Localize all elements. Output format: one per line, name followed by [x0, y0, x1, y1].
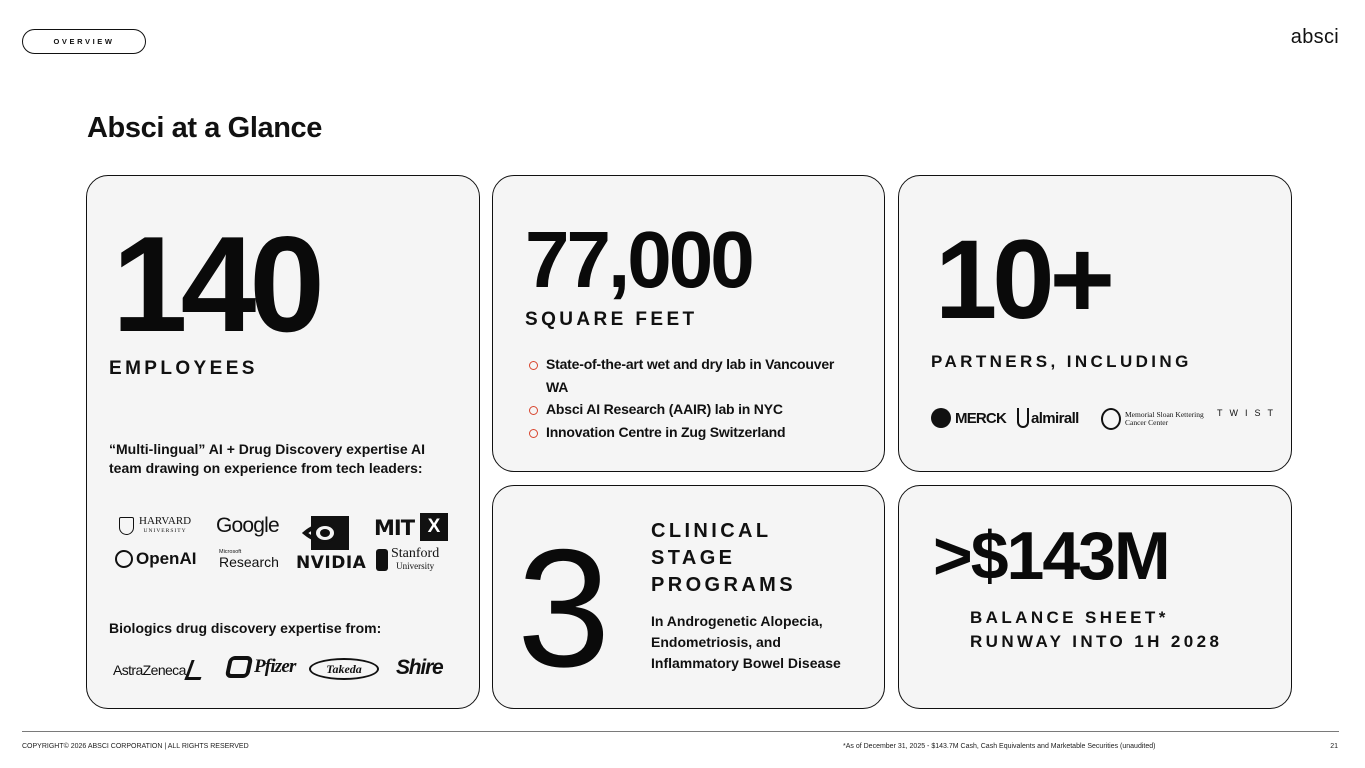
takeda-logo: Takeda	[309, 658, 379, 680]
astrazeneca-name: AstraZeneca	[113, 662, 186, 678]
merck-name: MERCK	[955, 409, 1006, 427]
merck-mark-icon	[931, 408, 951, 428]
footer-copyright: COPYRIGHT© 2026 ABSCI CORPORATION | ALL RIGHTS RESERVED	[22, 743, 249, 750]
page-title: Absci at a Glance	[87, 112, 322, 144]
stanford-tree-icon	[376, 549, 388, 571]
merck-logo	[931, 408, 1006, 428]
msk-mark-icon	[1101, 408, 1121, 430]
facilities-card	[492, 175, 885, 472]
nvidia-eye-icon	[301, 516, 349, 550]
clinical-programs-label: CLINICAL STAGE PROGRAMS	[651, 520, 796, 596]
employees-label: EMPLOYEES	[109, 358, 258, 379]
astrazeneca-mark-icon	[184, 660, 207, 680]
footer-divider	[22, 731, 1339, 732]
almirall-name: almirall	[1031, 409, 1079, 427]
square-feet-label: SQUARE FEET	[525, 309, 698, 330]
nvidia-logo: NVIDIA	[296, 553, 367, 573]
stanford-sub: University	[396, 561, 435, 571]
stanford-name: Stanford	[391, 546, 440, 561]
partners-number: 10+	[935, 217, 1110, 342]
openai-name: OpenAI	[136, 549, 197, 568]
twist-logo: TWIST	[1217, 408, 1280, 418]
pfizer-logo	[227, 656, 296, 678]
balance-label-line2: RUNWAY INTO 1H 2028	[970, 632, 1223, 651]
mit-logo: MIT	[374, 516, 415, 540]
google-logo: Google	[216, 514, 279, 537]
clinical-programs-number: 3	[517, 514, 611, 702]
list-item: Innovation Centre in Zug Switzerland	[529, 421, 859, 444]
tech-expertise-text: “Multi-lingual” AI + Drug Discovery expertise AI team drawing on experience from tech leaders:	[109, 441, 425, 476]
partners-card	[898, 175, 1292, 472]
harvard-name: HARVARD	[139, 515, 192, 527]
page-number: 21	[1330, 743, 1338, 750]
footer-footnote: *As of December 31, 2025 - $143.7M Cash, Cash Equivalents and Marketable Securities (unaudited)	[843, 743, 1156, 750]
employees-number: 140	[112, 208, 318, 360]
clinical-card	[492, 485, 885, 709]
msk-line2: Cancer Center	[1125, 418, 1169, 427]
pfizer-name: Pfizer	[254, 656, 296, 677]
msk-line1: Memorial Sloan Kettering	[1125, 410, 1204, 419]
balance-label-line1: BALANCE SHEET*	[970, 608, 1169, 627]
microsoft-research-logo	[219, 549, 279, 568]
almirall-mark-icon	[1017, 408, 1029, 428]
partners-label: PARTNERS, INCLUDING	[931, 352, 1192, 371]
harvard-sub: UNIVERSITY	[143, 528, 187, 534]
square-feet-number: 77,000	[525, 215, 752, 304]
clinical-programs-description: In Androgenetic Alopecia, Endometriosis, and Inflammatory Bowel Disease	[651, 613, 841, 671]
astrazeneca-logo	[113, 660, 204, 680]
absci-logo: absci	[1290, 26, 1339, 48]
msk-logo	[1101, 408, 1204, 430]
biologics-expertise-text: Biologics drug discovery expertise from:	[109, 620, 382, 636]
openai-logo	[115, 549, 196, 569]
employees-card	[86, 175, 480, 709]
almirall-logo	[1017, 408, 1079, 428]
section-tag: OVERVIEW	[22, 29, 146, 54]
microsoft-name: Microsoft	[219, 549, 242, 555]
balance-sheet-number: >$143M	[933, 518, 1169, 594]
list-item: Absci AI Research (AAIR) lab in NYC	[529, 398, 859, 421]
harvard-shield-icon	[119, 517, 134, 535]
stanford-logo	[376, 548, 439, 572]
openai-knot-icon	[115, 550, 133, 568]
research-name: Research	[219, 554, 279, 570]
shire-logo: Shire	[396, 656, 443, 679]
harvard-logo	[119, 516, 191, 536]
x-logo: X	[420, 513, 448, 541]
balance-sheet-label	[970, 606, 1270, 654]
facilities-list	[529, 353, 859, 443]
pfizer-mark-icon	[225, 656, 254, 678]
balance-card	[898, 485, 1292, 709]
list-item: State-of-the-art wet and dry lab in Vancouver WA	[529, 353, 859, 398]
